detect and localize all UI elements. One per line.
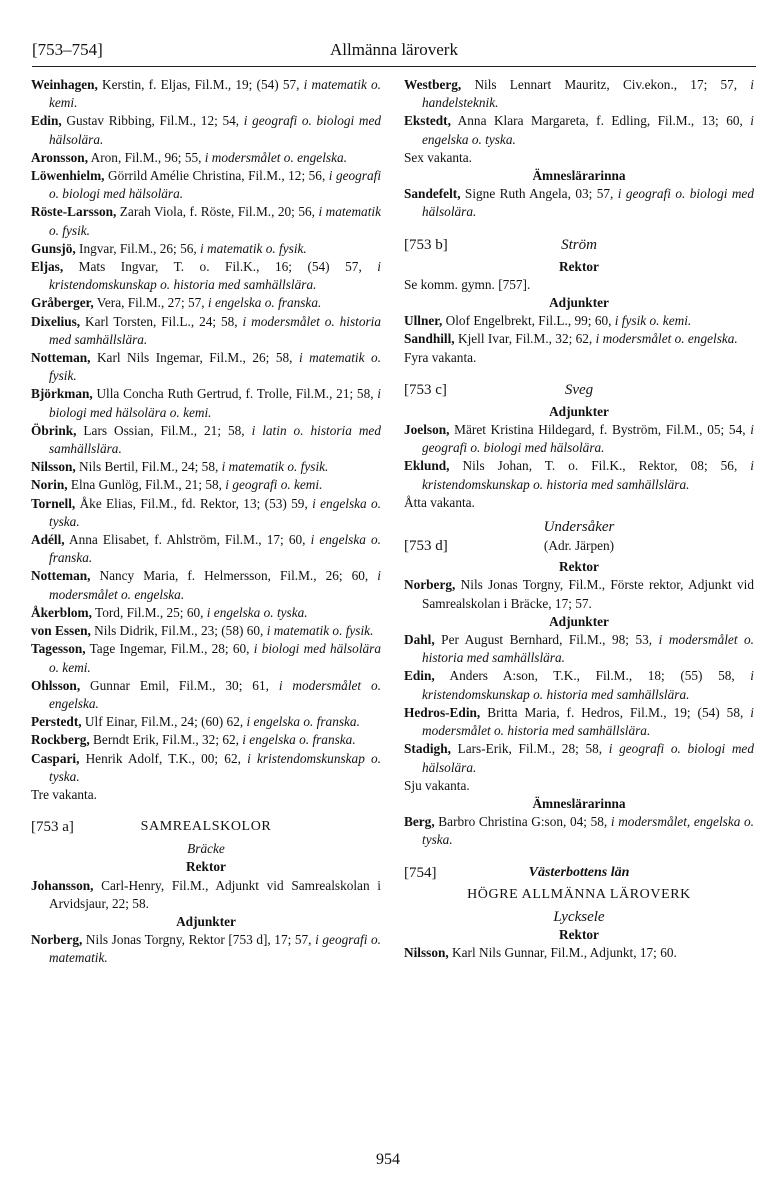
entry-details: Mats Ingvar, T. o. Fil.K., 16; (54) 57, xyxy=(63,259,378,275)
entry-name: Caspari, xyxy=(31,750,80,766)
entry-subjects: i handelsteknik. xyxy=(422,77,754,111)
entry-details: Nils Johan, T. o. Fil.K., Rektor, 08; 56, xyxy=(449,458,751,474)
entry-name: Åkerblom, xyxy=(31,604,92,620)
vacancies-753d: Sju vakanta. xyxy=(404,777,470,793)
entry-name: Tagesson, xyxy=(31,641,86,657)
entry-name: Eljas, xyxy=(31,259,64,275)
staff-entry xyxy=(31,713,381,731)
entry-subjects: i matematik o. fysik. xyxy=(200,240,307,256)
running-title: Allmänna läroverk xyxy=(330,40,458,59)
entry-details: Henrik Adolf, T.K., 00; 62, xyxy=(79,750,248,766)
entry-details: Olof Engelbrekt, Fil.L., 99; 60, xyxy=(442,313,615,329)
entry-subjects: i biologi med hälsolära o. kemi. xyxy=(49,386,381,420)
right-column xyxy=(404,76,754,962)
entry-name: von Essen, xyxy=(31,623,91,639)
entry-name: Adéll, xyxy=(31,532,65,548)
entry-details: Nils Lennart Mauritz, Civ.ekon., 17; 57, xyxy=(461,77,751,92)
staff-entry xyxy=(31,385,381,421)
staff-entry xyxy=(31,476,381,494)
staff-entry xyxy=(31,622,381,640)
staff-entry xyxy=(404,704,754,740)
amneslararinna-entry: Berg, Barbro Christina G:son, 04; 58, i modersmålet, engelska o. tyska. xyxy=(404,814,754,848)
staff-entry xyxy=(404,112,754,148)
entry-subjects: i engelska o. franska. xyxy=(242,732,356,748)
entry-details: Elna Gunlög, Fil.M., 21; 58, xyxy=(67,477,226,493)
entry-details: Gunnar Emil, Fil.M., 30; 61, xyxy=(80,677,279,693)
entry-subjects: i modersmålet o. engelska. xyxy=(49,677,381,711)
entry-subjects: i matematik o. fysik. xyxy=(49,204,381,238)
section-753b-heading xyxy=(404,232,754,258)
adjunkter-heading: Adjunkter xyxy=(549,613,609,629)
staff-entry xyxy=(31,640,381,676)
staff-entry xyxy=(31,313,381,349)
entry-name: Westberg, xyxy=(404,77,462,92)
staff-entry xyxy=(31,604,381,622)
entry-subjects: i geografi o. biologi med hälsolära. xyxy=(49,113,382,147)
school-type: HÖGRE ALLMÄNNA LÄROVERK xyxy=(467,886,691,902)
entry-subjects: i fysik o. kemi. xyxy=(614,313,692,329)
staff-entry xyxy=(31,750,381,786)
county-name: Västerbottens län xyxy=(528,864,630,880)
entry-details: Kjell Ivar, Fil.M., 32; 62, xyxy=(454,331,596,347)
running-header xyxy=(32,40,756,62)
entry-name: Ullner, xyxy=(404,313,443,329)
amneslararinna-heading: Ämneslärarinna xyxy=(532,795,626,811)
vacancies-right: Sex vakanta. xyxy=(404,149,472,165)
entry-details: Nils Bertil, Fil.M., 24; 58, xyxy=(75,459,222,475)
entry-details: Märet Kristina Hildegard, f. Byström, Fil.M., 05; 54, xyxy=(449,422,751,438)
vacancies-left: Tre vakanta. xyxy=(31,786,97,802)
section-754-heading xyxy=(404,860,754,886)
staff-entry xyxy=(404,330,754,348)
entry-subjects: i kristendomskunskap o. historia med samhällslära. xyxy=(422,458,754,492)
staff-entry xyxy=(31,203,381,239)
entry-details: Nancy Maria, f. Helmersson, Fil.M., 26; 60, xyxy=(90,568,378,584)
entry-subjects: i engelska o. franska. xyxy=(246,714,360,730)
entry-details: Lars-Erik, Fil.M., 28; 58, xyxy=(450,741,609,757)
entry-details: Gustav Ribbing, Fil.M., 12; 54, xyxy=(61,113,244,129)
adjunkter-heading: Adjunkter xyxy=(176,913,236,929)
place-name: Undersåker xyxy=(543,519,615,536)
entry-details: Per August Bernhard, Fil.M., 98; 53, xyxy=(434,632,659,648)
staff-entry xyxy=(31,167,381,203)
place-name: Lycksele xyxy=(553,908,605,925)
entry-name: Öbrink, xyxy=(31,422,77,438)
entry-subjects: i modersmålet o. historia med samhällslära. xyxy=(422,632,754,666)
staff-entry xyxy=(31,349,381,385)
adjunkter-heading: Adjunkter xyxy=(549,403,609,419)
staff-entry xyxy=(31,294,381,312)
address-note: (Adr. Järpen) xyxy=(543,538,615,554)
section-number: [754] xyxy=(404,864,437,881)
entry-details: Anders A:son, T.K., Fil.M., 18; (55) 58, xyxy=(434,668,751,684)
entry-subjects: i engelska o. franska. xyxy=(207,295,322,311)
staff-entry xyxy=(31,731,381,749)
entry-subjects: i matematik o. kemi. xyxy=(49,77,381,111)
adjunkter-heading: Adjunkter xyxy=(549,295,609,311)
amneslararinna-entry: Sandefelt, Signe Ruth Angela, 03; 57, i geografi o. biologi med hälsolära. xyxy=(404,186,754,220)
entry-name: Röste-Larsson, xyxy=(31,204,117,220)
vacancies-753c: Åtta vakanta. xyxy=(404,494,475,510)
entry-name: Dixelius, xyxy=(31,313,81,329)
entry-subjects: i modersmålet o. engelska. xyxy=(49,568,381,602)
staff-entry xyxy=(404,631,754,667)
rektor-heading: Rektor xyxy=(559,258,599,274)
entry-name: Gråberger, xyxy=(31,295,94,311)
staff-entry xyxy=(404,667,754,703)
entry-name: Dahl, xyxy=(404,632,435,648)
rektor-heading: Rektor xyxy=(559,559,599,575)
entry-details: Lars Ossian, Fil.M., 21; 58, xyxy=(76,422,252,438)
rektor-entry: Nilsson, Karl Nils Gunnar, Fil.M., Adjunkt, 17; 60. xyxy=(404,945,677,961)
entry-name: Ekstedt, xyxy=(404,113,451,129)
entry-name: Löwenhielm, xyxy=(31,168,105,184)
entry-subjects: i modersmålet o. historia med samhällslära. xyxy=(49,313,381,347)
entry-subjects: i kristendomskunskap o. historia med samhällslära. xyxy=(49,259,381,293)
header-rule xyxy=(32,66,756,67)
entry-details: Ulla Concha Ruth Gertrud, f. Trolle, Fil.M., 21; 58, xyxy=(92,386,378,402)
entry-details: Anna Elisabet, f. Ahlström, Fil.M., 17; 60, xyxy=(64,532,311,548)
section-753c-heading xyxy=(404,377,754,403)
rektor-heading: Rektor xyxy=(186,859,226,875)
left-column xyxy=(31,76,381,968)
entry-name: Edin, xyxy=(404,668,435,684)
entry-subjects: i engelska o. tyska. xyxy=(49,495,381,529)
entry-details: Tage Ingemar, Fil.M., 28; 60, xyxy=(85,641,254,657)
entry-name: Joelson, xyxy=(404,422,450,438)
staff-entry xyxy=(404,312,754,330)
entry-details: Aron, Fil.M., 96; 55, xyxy=(88,149,205,165)
entry-details: Åke Elias, Fil.M., fd. Rektor, 13; (53) 59, xyxy=(75,495,313,511)
entry-name: Eklund, xyxy=(404,458,450,474)
place-name: Bräcke xyxy=(187,841,225,857)
entry-name: Norin, xyxy=(31,477,68,493)
entry-name: Gunsjö, xyxy=(31,240,76,256)
staff-entry xyxy=(31,422,381,458)
entry-name: Nilsson, xyxy=(31,459,76,475)
staff-entry xyxy=(31,240,381,258)
entry-subjects: i geografi o. biologi med hälsolära. xyxy=(422,741,754,775)
staff-entry xyxy=(31,677,381,713)
entry-subjects: i geografi o. kemi. xyxy=(225,477,323,493)
staff-entry xyxy=(31,531,381,567)
entry-name: Björkman, xyxy=(31,386,93,402)
entry-subjects: i geografi o. biologi med hälsolära. xyxy=(49,168,382,202)
place-name: Sveg xyxy=(564,381,594,398)
entry-name: Tornell, xyxy=(31,495,76,511)
amneslararinna-heading: Ämneslärarinna xyxy=(532,168,626,184)
entry-name: Rockberg, xyxy=(31,732,90,748)
staff-entry xyxy=(404,421,754,457)
entry-name: Perstedt, xyxy=(31,714,82,730)
section-number: [753 c] xyxy=(404,381,447,398)
section-title: SAMREALSKOLOR xyxy=(140,819,272,835)
staff-entry xyxy=(31,495,381,531)
entry-details: Zarah Viola, f. Röste, Fil.M., 20; 56, xyxy=(116,204,319,220)
entry-details: Nils Didrik, Fil.M., 23; (58) 60, xyxy=(90,623,267,639)
staff-entry xyxy=(31,112,381,148)
section-number: [753 d] xyxy=(404,538,448,555)
staff-entry xyxy=(404,740,754,776)
rektor-reference: Se komm. gymn. [757]. xyxy=(404,276,531,292)
entry-subjects: i engelska o. franska. xyxy=(49,532,381,566)
entry-name: Hedros-Edin, xyxy=(404,704,481,720)
right-entries xyxy=(404,76,754,149)
adjunkt-entry: Norberg, Nils Jonas Torgny, Rektor [753 d], 17; 57, i geografi o. matematik. xyxy=(31,932,382,966)
entry-details: Britta Maria, f. Hedros, Fil.M., 19; (54) 58, xyxy=(480,704,751,720)
place-name: Ström xyxy=(561,236,597,253)
section-753a-heading xyxy=(31,814,381,840)
entry-name: Ohlsson, xyxy=(31,677,81,693)
section-number: [753 b] xyxy=(404,236,448,253)
entry-subjects: i biologi med hälsolära o. kemi. xyxy=(49,641,381,675)
entry-name: Weinhagen, xyxy=(31,77,98,92)
entries-753d xyxy=(404,631,754,777)
entry-subjects: i engelska o. tyska. xyxy=(206,604,308,620)
entry-details: Vera, Fil.M., 27; 57, xyxy=(93,295,208,311)
entry-details: Karl Torsten, Fil.L., 24; 58, xyxy=(80,313,243,329)
staff-entry xyxy=(31,76,381,112)
entry-details: Kerstin, f. Eljas, Fil.M., 19; (54) 57, xyxy=(97,77,304,92)
entry-name: Notteman, xyxy=(31,568,91,584)
entries-753b xyxy=(404,312,754,348)
staff-entry xyxy=(31,149,381,167)
entry-details: Görrild Amélie Christina, Fil.M., 12; 56, xyxy=(104,168,329,184)
entry-subjects: i engelska o. tyska. xyxy=(422,113,754,147)
entry-details: Ingvar, Fil.M., 26; 56, xyxy=(75,240,201,256)
section-range: [753–754] xyxy=(32,40,103,59)
rektor-entry: Norberg, Nils Jonas Torgny, Fil.M., Förste rektor, Adjunkt vid Samrealskolan i Bräcke, 17; 57. xyxy=(404,577,754,611)
entry-subjects: i matematik o. fysik. xyxy=(49,350,381,384)
entry-subjects: i latin o. historia med samhällslära. xyxy=(49,422,381,457)
staff-entry xyxy=(31,567,381,603)
entry-subjects: i modersmålet o. engelska. xyxy=(595,331,738,347)
entry-name: Edin, xyxy=(31,113,62,129)
entry-details: Ulf Einar, Fil.M., 24; (60) 62, xyxy=(81,714,247,730)
entry-subjects: i geografi o. biologi med hälsolära. xyxy=(422,422,754,456)
entry-details: Anna Klara Margareta, f. Edling, Fil.M., 13; 60, xyxy=(450,113,751,129)
entry-subjects: i modersmålet o. engelska. xyxy=(204,149,347,165)
entry-details: Tord, Fil.M., 25; 60, xyxy=(91,604,207,620)
left-entries xyxy=(31,76,381,786)
staff-entry xyxy=(31,458,381,476)
rektor-entry: Johansson, Carl-Henry, Fil.M., Adjunkt vid Samrealskolan i Arvidsjaur, 22; 58. xyxy=(31,877,381,911)
entry-details: Karl Nils Ingemar, Fil.M., 26; 58, xyxy=(90,350,299,366)
section-number: [753 a] xyxy=(31,819,74,836)
entry-name: Sandhill, xyxy=(404,331,455,347)
entry-name: Notteman, xyxy=(31,350,91,366)
entry-name: Aronsson, xyxy=(31,149,89,165)
entry-subjects: i kristendomskunskap o. historia med samhällslära. xyxy=(422,668,754,702)
entry-name: Stadigh, xyxy=(404,741,451,757)
entry-subjects: i matematik o. fysik. xyxy=(221,459,329,475)
entries-753c xyxy=(404,421,754,494)
staff-entry xyxy=(404,76,754,112)
entry-subjects: i kristendomskunskap o. tyska. xyxy=(49,750,381,784)
page-number: 954 xyxy=(376,1151,400,1168)
rektor-heading: Rektor xyxy=(559,926,599,942)
entry-subjects: i matematik o. fysik. xyxy=(266,623,374,639)
section-753d-heading xyxy=(404,536,754,558)
entry-subjects: i modersmålet o. historia med samhällslära. xyxy=(422,704,754,739)
staff-entry xyxy=(404,457,754,493)
staff-entry xyxy=(31,258,381,294)
entry-details: Berndt Erik, Fil.M., 32; 62, xyxy=(89,732,243,748)
vacancies-753b: Fyra vakanta. xyxy=(404,349,477,365)
